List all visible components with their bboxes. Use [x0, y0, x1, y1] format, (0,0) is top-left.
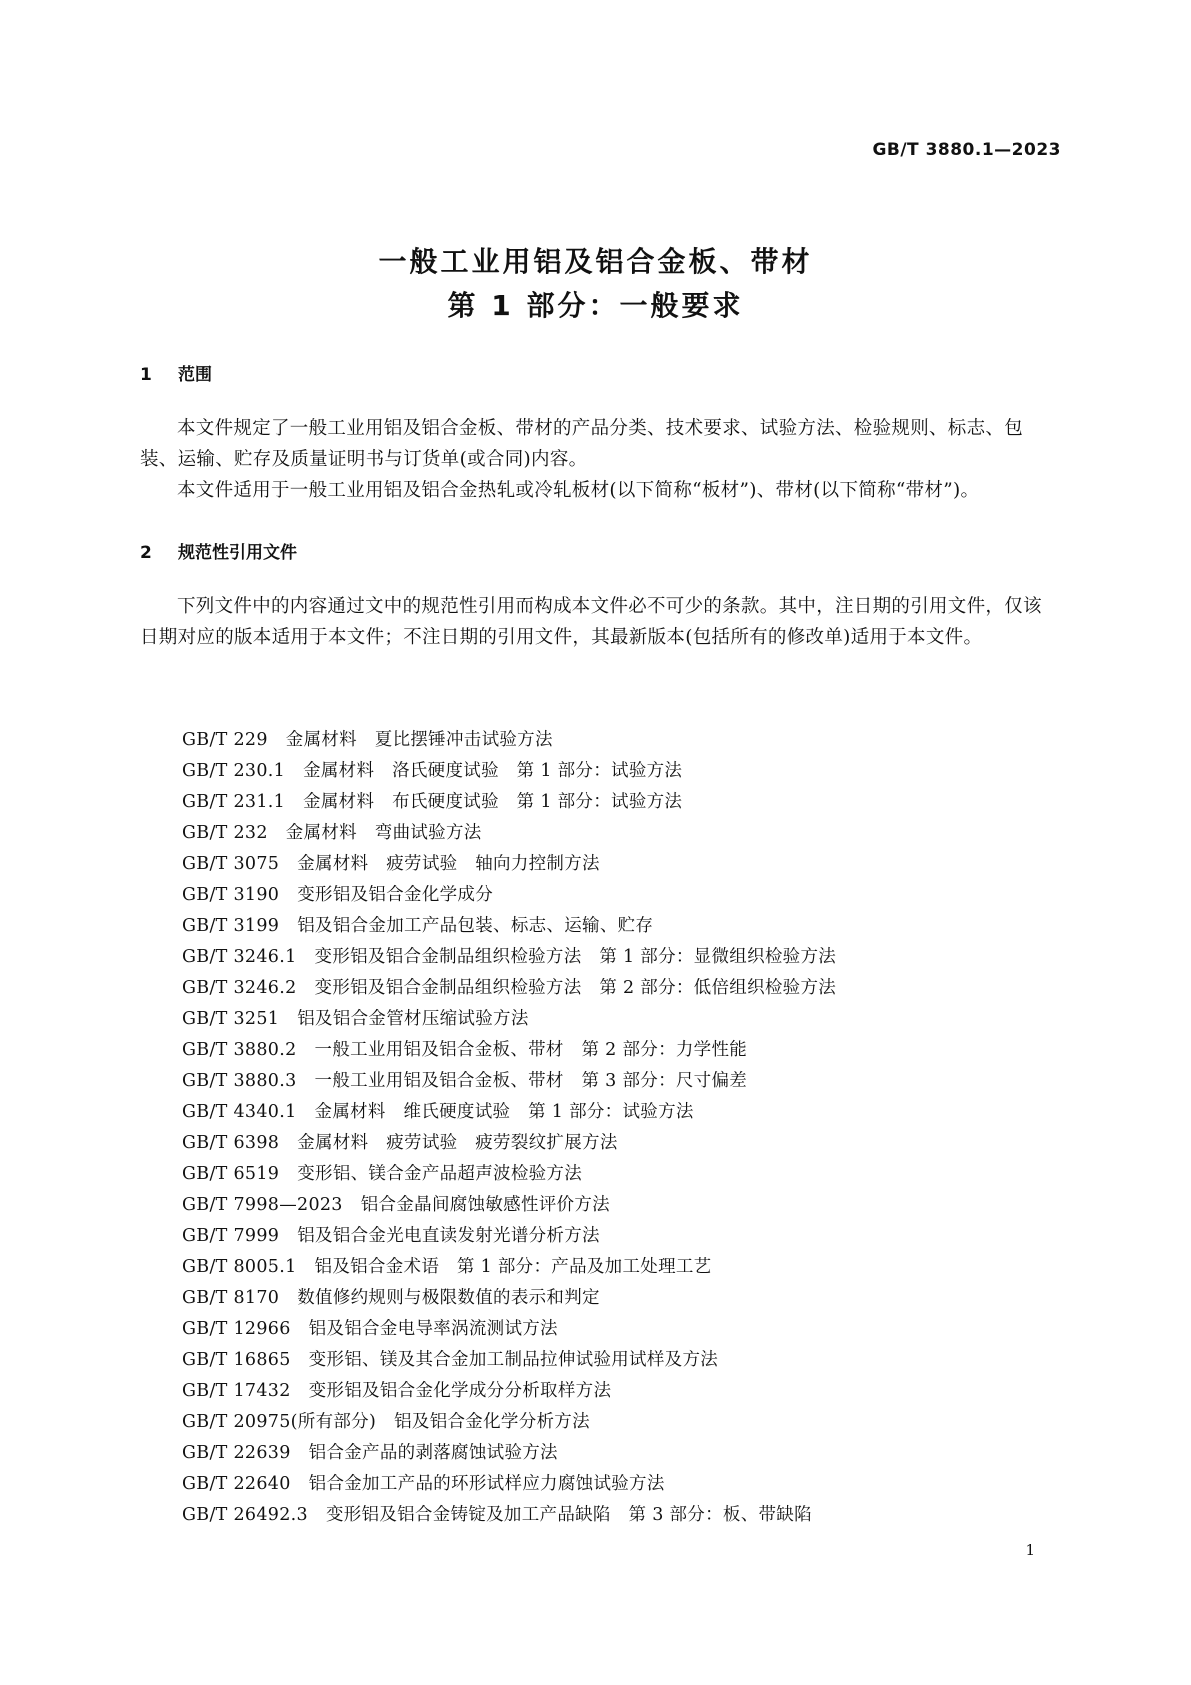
title-line-1: 一般工业用铝及铝合金板、带材 — [378, 245, 813, 278]
reference-item — [182, 1469, 836, 1500]
section-2-intro: 下列文件中的内容通过文中的规范性引用而构成本文件必不可少的条款。其中，注日期的引用文件，仅该日期对应的版本适用于本文件；不注日期的引用文件，其最新版本(包括所有的修改单)适用于本文件。 — [140, 596, 1042, 648]
reference-code: GB/T 229 — [182, 730, 268, 750]
reference-title: 变形铝及铝合金化学成分分析取样方法 — [308, 1381, 612, 1401]
reference-item — [182, 1066, 836, 1097]
reference-title: 变形铝及铝合金制品组织检验方法 第 2 部分：低倍组织检验方法 — [314, 978, 837, 998]
reference-code: GB/T 230.1 — [182, 761, 286, 781]
reference-item — [182, 880, 836, 911]
section-2-title: 规范性引用文件 — [178, 543, 297, 563]
reference-title: 数值修约规则与极限数值的表示和判定 — [297, 1288, 600, 1308]
reference-title: 金属材料 夏比摆锤冲击试验方法 — [285, 730, 553, 750]
reference-code: GB/T 7999 — [182, 1226, 280, 1246]
reference-title: 变形铝、镁及其合金加工制品拉伸试验用试样及方法 — [308, 1350, 719, 1370]
reference-item — [182, 1345, 836, 1376]
section-1-paragraph-1: 本文件规定了一般工业用铝及铝合金板、带材的产品分类、技术要求、试验方法、检验规则、标志、包装、运输、贮存及质量证明书与订货单(或合同)内容。 — [140, 418, 1024, 470]
reference-title: 铝合金产品的剥落腐蚀试验方法 — [308, 1443, 558, 1463]
reference-title: 金属材料 疲劳试验 轴向力控制方法 — [297, 854, 600, 874]
reference-code: GB/T 8005.1 — [182, 1257, 297, 1277]
reference-code: GB/T 6398 — [182, 1133, 280, 1153]
reference-code: GB/T 3190 — [182, 885, 280, 905]
reference-code: GB/T 3246.1 — [182, 947, 297, 967]
section-1-paragraph-2: 本文件适用于一般工业用铝及铝合金热轧或冷轧板材(以下简称“板材”)、带材(以下简称“带材”)。 — [177, 480, 980, 501]
reference-title: 铝及铝合金管材压缩试验方法 — [297, 1009, 529, 1029]
reference-item — [182, 942, 836, 973]
reference-code: GB/T 3075 — [182, 854, 280, 874]
reference-title: 铝及铝合金化学分析方法 — [394, 1412, 590, 1432]
reference-item — [182, 1159, 836, 1190]
reference-item — [182, 1314, 836, 1345]
reference-code: GB/T 3880.3 — [182, 1071, 297, 1091]
reference-title: 铝及铝合金术语 第 1 部分：产品及加工处理工艺 — [314, 1257, 712, 1277]
reference-code: GB/T 3246.2 — [182, 978, 297, 998]
reference-item — [182, 1283, 836, 1314]
reference-title: 变形铝及铝合金制品组织检验方法 第 1 部分：显微组织检验方法 — [314, 947, 837, 967]
reference-code: GB/T 17432 — [182, 1381, 291, 1401]
reference-title: 变形铝及铝合金铸锭及加工产品缺陷 第 3 部分：板、带缺陷 — [325, 1505, 812, 1525]
reference-list — [182, 725, 836, 1531]
reference-title: 变形铝及铝合金化学成分 — [297, 885, 494, 905]
reference-title: 铝合金晶间腐蚀敏感性评价方法 — [360, 1195, 610, 1215]
reference-title: 铝合金加工产品的环形试样应力腐蚀试验方法 — [308, 1474, 665, 1494]
reference-code: GB/T 232 — [182, 823, 268, 843]
reference-title: 金属材料 布氏硬度试验 第 1 部分：试验方法 — [303, 792, 683, 812]
reference-code: GB/T 12966 — [182, 1319, 291, 1339]
reference-item — [182, 1128, 836, 1159]
reference-item — [182, 1097, 836, 1128]
reference-title: 铝及铝合金电导率涡流测试方法 — [308, 1319, 558, 1339]
reference-title: 铝及铝合金加工产品包装、标志、运输、贮存 — [297, 916, 654, 936]
reference-code: GB/T 4340.1 — [182, 1102, 297, 1122]
reference-item — [182, 725, 836, 756]
reference-title: 金属材料 疲劳试验 疲劳裂纹扩展方法 — [297, 1133, 618, 1153]
reference-title: 金属材料 弯曲试验方法 — [285, 823, 482, 843]
reference-code: GB/T 3251 — [182, 1009, 280, 1029]
reference-code: GB/T 8170 — [182, 1288, 280, 1308]
document-title — [0, 240, 1191, 328]
reference-item — [182, 818, 836, 849]
section-1-title: 范围 — [178, 365, 212, 385]
reference-item — [182, 756, 836, 787]
section-1-number: 1 — [140, 365, 152, 385]
reference-title: 变形铝、镁合金产品超声波检验方法 — [297, 1164, 583, 1184]
section-2-body — [140, 591, 1060, 653]
reference-title: 金属材料 洛氏硬度试验 第 1 部分：试验方法 — [303, 761, 683, 781]
section-2-heading — [140, 538, 297, 563]
reference-item — [182, 1004, 836, 1035]
reference-item — [182, 1221, 836, 1252]
reference-item — [182, 849, 836, 880]
reference-code: GB/T 22639 — [182, 1443, 291, 1463]
section-2-number: 2 — [140, 543, 152, 563]
reference-title: 一般工业用铝及铝合金板、带材 第 3 部分：尺寸偏差 — [314, 1071, 748, 1091]
reference-item — [182, 1500, 836, 1531]
reference-title: 一般工业用铝及铝合金板、带材 第 2 部分：力学性能 — [314, 1040, 748, 1060]
reference-code: GB/T 26492.3 — [182, 1505, 308, 1525]
reference-item — [182, 787, 836, 818]
reference-item — [182, 1376, 836, 1407]
reference-item — [182, 911, 836, 942]
reference-code: GB/T 22640 — [182, 1474, 291, 1494]
title-line-2: 第 1 部分：一般要求 — [447, 289, 744, 322]
reference-title: 铝及铝合金光电直读发射光谱分析方法 — [297, 1226, 600, 1246]
reference-code: GB/T 7998—2023 — [182, 1195, 343, 1215]
section-1-heading — [140, 360, 212, 385]
reference-item — [182, 1035, 836, 1066]
reference-code: GB/T 231.1 — [182, 792, 286, 812]
reference-item — [182, 973, 836, 1004]
reference-item — [182, 1407, 836, 1438]
reference-item — [182, 1252, 836, 1283]
reference-code: GB/T 3199 — [182, 916, 280, 936]
reference-code: GB/T 3880.2 — [182, 1040, 297, 1060]
reference-code: GB/T 20975(所有部分) — [182, 1412, 377, 1432]
reference-code: GB/T 6519 — [182, 1164, 280, 1184]
page-number: 1 — [1025, 1541, 1035, 1559]
reference-item — [182, 1190, 836, 1221]
standard-number: GB/T 3880.1—2023 — [872, 140, 1061, 160]
reference-item — [182, 1438, 836, 1469]
reference-code: GB/T 16865 — [182, 1350, 291, 1370]
reference-title: 金属材料 维氏硬度试验 第 1 部分：试验方法 — [314, 1102, 694, 1122]
section-1-body — [140, 413, 1060, 506]
